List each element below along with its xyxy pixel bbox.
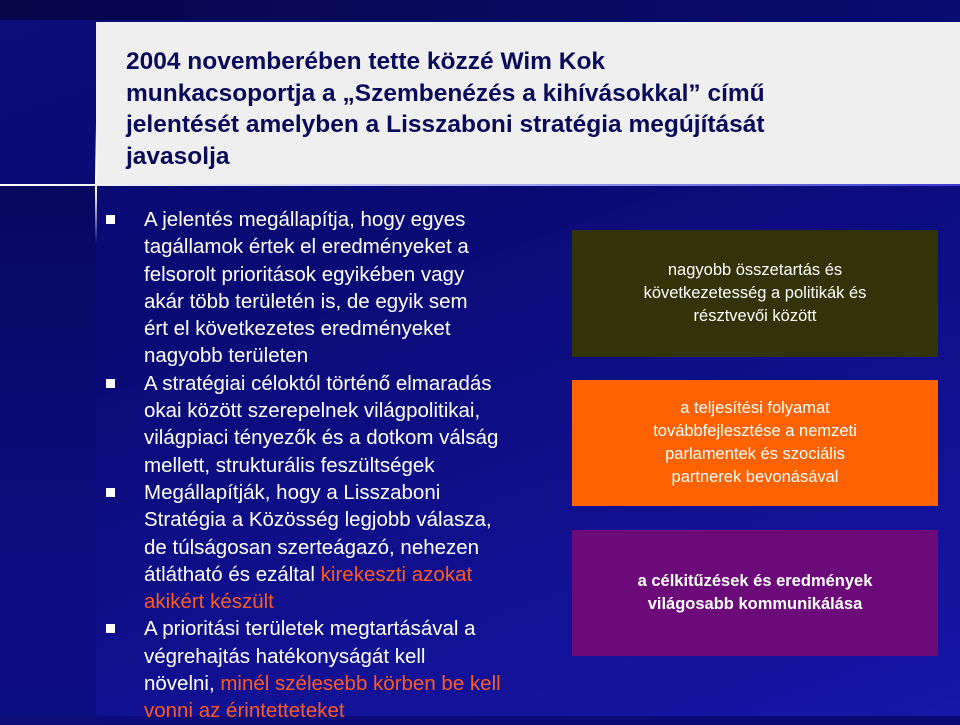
bullet-line <box>144 342 561 369</box>
bullet-text: felsorolt prioritások egyikében vagy <box>144 262 465 286</box>
bullet-text: Stratégia a Közösség legjobb válasza, <box>144 508 492 532</box>
callout-box-communication <box>572 530 938 656</box>
bullet-text: de túlságosan szerteágazó, nehezen <box>144 535 480 559</box>
bullet-text: A jelentés megállapítja, hogy egyes <box>144 208 466 231</box>
highlighted-text: vonni az érintetteteket <box>144 699 345 723</box>
bullet-text: akár több területén is, de egyik sem <box>144 289 468 313</box>
square-bullet-icon <box>106 215 115 224</box>
bullet-list <box>106 206 561 725</box>
bullet-item <box>106 615 561 724</box>
title-line: javasolja <box>126 142 230 170</box>
highlighted-text: minél szélesebb körben be kell <box>220 672 501 696</box>
bullet-item <box>106 206 561 370</box>
title-line: munkacsoportja a „Szembenézés a kihívásokkal” című <box>126 79 765 107</box>
bullet-line <box>144 615 561 642</box>
callout-box-cohesion <box>572 230 938 357</box>
bullet-item <box>106 370 561 479</box>
bullet-line <box>144 206 561 233</box>
callout-line: továbbfejlesztése a nemzeti <box>653 422 857 440</box>
bullet-line <box>144 233 561 260</box>
bullet-line <box>144 370 561 397</box>
callout-line: nagyobb összetartás és <box>667 261 843 279</box>
callout-line: következetesség a politikák és <box>643 284 867 302</box>
bullet-text: nagyobb területen <box>144 344 309 368</box>
bullet-line <box>144 261 561 288</box>
bullet-line <box>144 288 561 315</box>
title-line: 2004 novemberében tette közzé Wim Kok <box>126 48 606 75</box>
divider-line <box>0 184 960 186</box>
bullet-text: A prioritási területek megtartásával a <box>144 617 476 641</box>
square-bullet-icon <box>106 379 115 388</box>
highlighted-text: kirekeszti azokat <box>320 562 473 586</box>
square-bullet-icon <box>106 488 115 497</box>
bullet-text: átlátható és ezáltal <box>144 562 321 586</box>
bullet-line <box>144 670 561 697</box>
bullet-line <box>144 397 561 424</box>
bullet-text: okai között szerepelnek világpolitikai, <box>144 399 481 423</box>
callout-line: parlamentek és szociális <box>665 445 845 463</box>
callout-text <box>653 397 857 489</box>
callout-line: a teljesítési folyamat <box>680 399 830 417</box>
bullet-text: tagállamok értek el eredményeket a <box>144 235 469 259</box>
bullet-text: ért el következetes eredményeket <box>144 317 451 341</box>
divider-cross-line <box>95 124 97 244</box>
callout-line: partnerek bevonásával <box>671 468 839 486</box>
left-band <box>0 185 96 716</box>
bullet-line <box>144 561 561 588</box>
bullet-text: mellett, strukturális feszültségek <box>144 453 435 477</box>
highlighted-text: akikért készült <box>144 590 274 614</box>
bullet-line <box>144 424 561 451</box>
bullet-line <box>144 534 561 561</box>
bullet-text: világpiaci tényezők és a dotkom válság <box>144 426 499 450</box>
top-band <box>0 0 960 20</box>
callout-box-parliaments <box>572 380 938 506</box>
callout-line: résztvevői között <box>693 307 817 325</box>
bullet-text: A stratégiai céloktól történő elmaradás <box>144 371 492 395</box>
slide-title <box>126 46 926 172</box>
bullet-line <box>144 643 561 670</box>
bullet-line <box>144 315 561 342</box>
callout-text <box>638 570 873 616</box>
bullet-line <box>144 697 561 724</box>
title-line: jelentését amelyben a Lisszaboni stratégia megújítását <box>126 111 765 138</box>
bullet-line <box>144 452 561 479</box>
bullet-text: növelni, <box>144 672 221 696</box>
bullet-item <box>106 479 561 615</box>
bullet-line <box>144 479 561 506</box>
callout-text <box>644 259 867 328</box>
bullet-line <box>144 506 561 533</box>
square-bullet-icon <box>106 624 115 633</box>
callout-line: világosabb kommunikálása <box>647 595 863 613</box>
bullet-text: Megállapítják, hogy a Lisszaboni <box>144 480 441 504</box>
bullet-line <box>144 588 561 615</box>
callout-line: a célkitűzések és eredmények <box>637 572 873 590</box>
bullet-text: végrehajtás hatékonyságát kell <box>144 644 426 668</box>
